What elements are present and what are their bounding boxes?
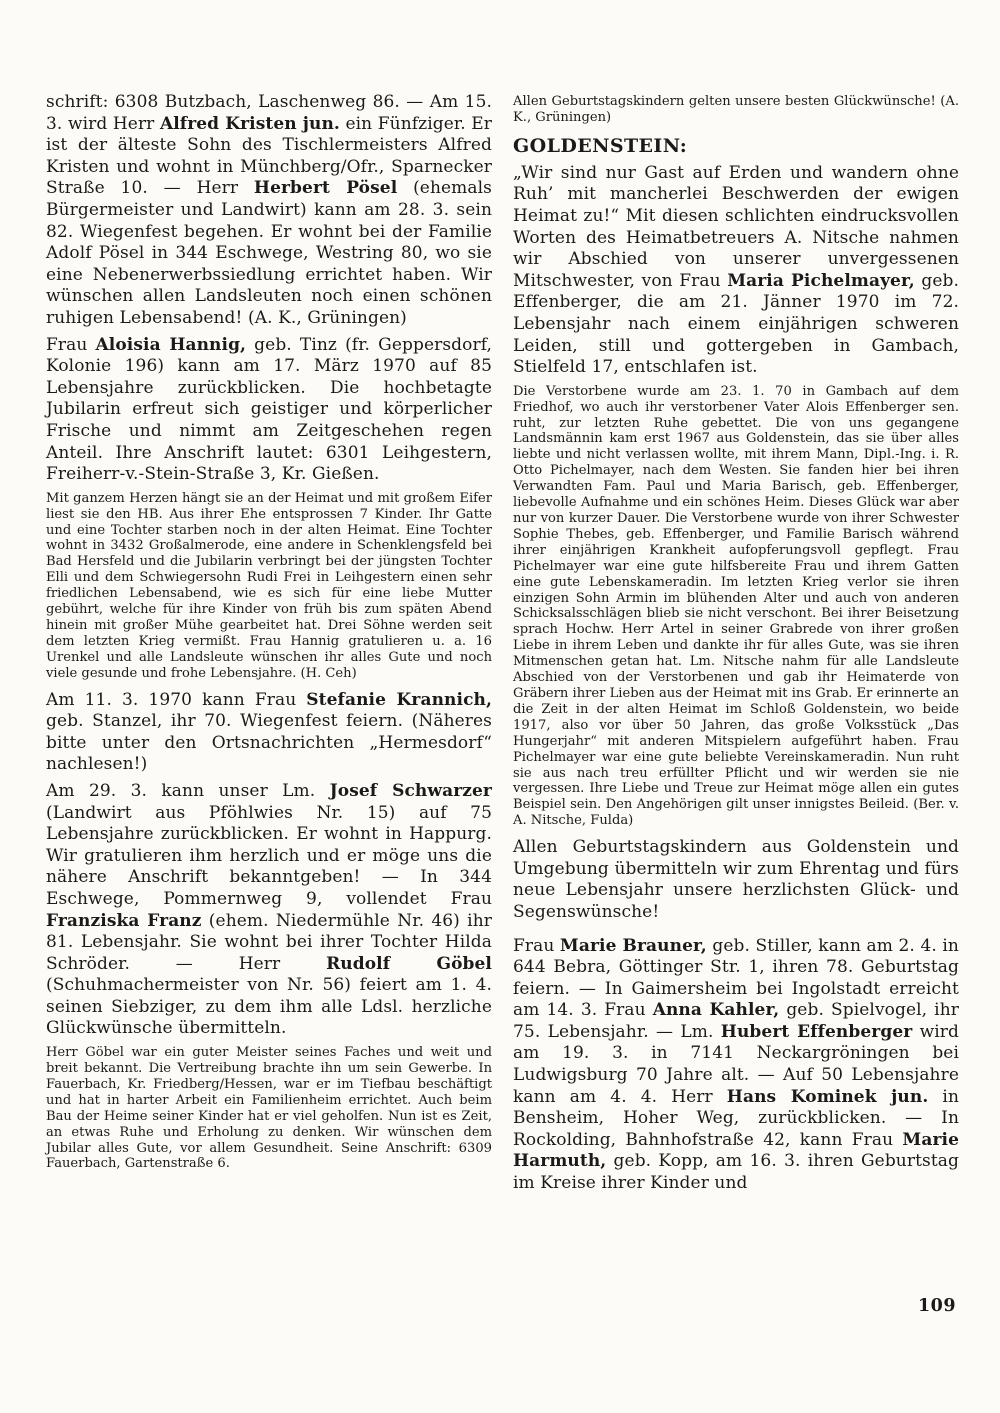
person-name: Franziska Franz: [46, 910, 202, 931]
text-run: geb. Stiller, kann am 2. 4. in 644 Bebra, Göttinger Str. 1, ihren 78. Geburtstag feiern. — In Gaimersheim bei Ingolstadt erreicht am 14. 3. Frau: [513, 935, 959, 1021]
text-run: geb. Effenberger, die am 21. Jänner 1970 im 72. Lebensjahr nach einem einjährigen schweren Leiden, still und gottergeben in Gambach, Stielfeld 17, entschlafen ist.: [513, 270, 959, 378]
text-run: schrift: 6308 Butzbach, Laschenweg 86. — Am 15. 3. wird Herr: [46, 92, 492, 134]
paragraph-pichelmayer-obituary: [513, 163, 959, 379]
person-name: Marie Brauner,: [559, 935, 707, 956]
right-column: [513, 92, 959, 1200]
text-run: Frau: [46, 334, 96, 355]
text-run: wird am 19. 3. in 7141 Neckargröningen bei Ludwigsburg 70 Jahre alt. — Auf 50 Lebensjahre kann am 4. 4. Herr: [513, 1021, 959, 1107]
paragraph-brauner-kahler-effenberger-kominek-harmuth: [513, 936, 959, 1195]
text-run: geb. Tinz (fr. Geppersdorf, Kolonie 196) kann am 17. März 1970 auf 85 Lebensjahre zurückblicken. Die hochbetagte Jubilarin erfreut sich geistiger und körperlicher Frische und nimmt am Zeitgeschehen regen Anteil. Ihre Anschrift lautet: 6301 Leihgestern, Freiherr-v.-Stein-Straße 3, Kr. Gießen.: [46, 334, 493, 485]
person-name: Hubert Effenberger: [720, 1021, 913, 1042]
page-number: 109: [917, 1296, 956, 1316]
person-name: Maria Pichelmayer,: [727, 270, 915, 291]
fineprint-goebel-details: [46, 1045, 492, 1172]
paragraph-schwarzer-franz-goebel: [46, 781, 492, 1040]
fineprint-pichelmayer-details: [513, 384, 959, 829]
left-column: [46, 92, 492, 1200]
fineprint-hannig-details: [46, 491, 492, 682]
fineprint-birthday-greeting-grueningen: [513, 94, 959, 126]
person-name: Alfred Kristen jun.: [159, 113, 340, 134]
text-run: ein Fünfziger. Er ist der älteste Sohn des Tischlermeisters Alfred Kristen und wohnt in Münchberg/Ofr., Sparnecker Straße 10. — Herr: [46, 113, 493, 199]
person-name: Josef Schwarzer: [329, 780, 492, 801]
person-name: Herbert Pösel: [253, 178, 398, 199]
paragraph-goldenstein-greeting: [513, 837, 959, 923]
person-name: Hans Kominek jun.: [726, 1086, 929, 1107]
person-name: Anna Kahler,: [652, 1000, 780, 1021]
text-run: Herr Göbel war ein guter Meister seines Faches und weit und breit bekannt. Die Vertreibung brachte ihn um sein Gewerbe. In Fauerbach, Kr. Friedberg/Hessen, war er im Tiefbau beschäftigt und hat in harter Arbeit ein Familienheim errichtet. Auch beim Bau der Heime seiner Kinder hat er viel geholfen. Nun ist es Zeit, an etwas Ruhe und Erholung zu denken. Wir wünschen dem Jubilar alles Gute, vor allem Gesundheit. Seine Anschrift: 6309 Fauerbach, Gartenstraße 6.: [46, 1045, 492, 1172]
text-run: Die Verstorbene wurde am 23. 1. 70 in Gambach auf dem Friedhof, wo auch ihr verstorbener Vater Alois Effenberger sen. ruht, zur letzten Ruhe gebettet. Die von uns gegangene Landsmännin kam erst 1967 aus Goldenstein, das sie über alles liebte und nicht verlassen wollte, mit ihrem Mann, Dipl.-Ing. i. R. Otto Pichelmayer, nach dem Westen. Sie fanden hier bei ihren Verwandten Fam. Paul und Maria Barisch, geb. Effenberger, liebevolle Aufnahme und ein schönes Heim. Dieses Glück war aber nur von kurzer Dauer. Die Verstorbene wurde von ihrer Schwester Sophie Thebes, geb. Effenberger, und Familie Barisch während ihrer einjährigen Krankheit aufopferungsvoll gepflegt. Frau Pichelmayer war eine gute hilfsbereite Frau und ihrem Gatten eine gute Lebenskameradin. Im letzten Krieg verlor sie ihren einzigen Sohn Armin im blühenden Alter und auch von anderen Schicksalsschlägen blieb sie nicht verschont. Bei ihrer Beisetzung sprach Hochw. Herr Artel in seiner Grabrede von ihrer großen Liebe in ihrem Leben und dankte ihr für alles Gute, was sie ihren Mitmenschen getan hat. Lm. Nitsche nahm für alle Landsleute Abschied von der Verstorbenen und gab ihr Heimaterde von Gräbern ihrer Lieben aus der Heimat mit ins Grab. Er erinnerte an die Zeit in der alten Heimat im Schloß Goldenstein, wo beide 1917, also vor über 50 Jahren, das große Volksstück „Das Hungerjahr“ mit anderen Mitspielern aufgeführt haben. Frau Pichelmayer war eine gute beliebte Vereinskameradin. Nun ruht sie aus nach treu erfüllter Pflicht und wir werden sie nie vergessen. Ihre Liebe und Treue zur Heimat möge allen ein gutes Beispiel sein. Den Angehörigen gilt unser innigstes Beileid. (Ber. v. A. Nitsche, Fulda): [513, 383, 959, 829]
text-run: Am 29. 3. kann unser Lm.: [46, 780, 330, 801]
text-run: (Landwirt aus Pföhlwies Nr. 15) auf 75 Lebensjahre zurückblicken. Er wohnt in Happurg. Wir gratulieren ihm herzlich und er möge uns die nähere Anschrift bekanntgeben! — In 344 Eschwege, Pommernweg 9, vollendet Frau: [46, 802, 492, 909]
heading-goldenstein: [513, 134, 959, 159]
text-run: in Bensheim, Hoher Weg, zurückblicken. — In Rockolding, Bahnhofstraße 42, kann Frau: [513, 1086, 959, 1150]
person-name: Stefanie Krannich,: [306, 689, 492, 710]
page-content: [46, 92, 958, 1200]
text-run: (ehem. Niedermühle Nr. 46) ihr 81. Lebensjahr. Sie wohnt bei ihrer Tochter Hilda Schröder. — Herr: [46, 910, 492, 974]
text-run: (ehemals Bürgermeister und Landwirt) kann am 28. 3. sein 82. Wiegenfest begehen. Er wohnt bei der Familie Adolf Pösel in 344 Eschwege, Westring 80, wo sie eine Nebenerwerbssiedlung errichtet haben. Wir wünschen allen Landsleuten noch einen schönen ruhigen Lebensabend! (A. K., Grüningen): [46, 178, 492, 328]
section-title: GOLDENSTEIN:: [513, 134, 688, 157]
text-run: „Wir sind nur Gast auf Erden und wandern ohne Ruh’ mit mancherlei Beschwerden der ewigen Heimat zu!“ Mit diesen schlichten eindrucksvollen Worten des Heimatbetreuers A. Nitsche nahmen wir Abschied von unserer unvergessenen Mitschwester, von Frau: [513, 162, 959, 291]
text-run: Am 11. 3. 1970 kann Frau: [46, 689, 307, 710]
text-run: (Schuhmachermeister von Nr. 56) feiert am 1. 4. seinen Siebziger, zu dem ihm alle Ldsl. herzliche Glückwünsche übermitteln.: [46, 975, 492, 1039]
text-run: geb. Kopp, am 16. 3. ihren Geburtstag im Kreise ihrer Kinder und: [513, 1151, 959, 1194]
person-name: Marie Harmuth,: [513, 1129, 959, 1172]
paragraph-hannig: [46, 335, 492, 486]
text-run: Frau: [513, 935, 560, 956]
text-run: Allen Geburtstagskindern gelten unsere besten Glückwünsche! (A. K., Grüningen): [513, 94, 959, 125]
text-run: Mit ganzem Herzen hängt sie an der Heimat und mit großem Eifer liest sie den HB. Aus ihrer Ehe entsprossen 7 Kinder. Ihr Gatte und eine Tochter starben noch in der alten Heimat. Eine Tochter wohnt in 3432 Großalmerode, eine andere in Schenklengsfeld bei Bad Hersfeld und die Jubilarin verbringt bei der jüngsten Tochter Elli und dem Schwiegersohn Rudi Frei in Leihgestern einen sehr friedlichen Lebensabend, wie es sich für eine liebe Mutter gebührt, welche für ihre Kinder von früh bis zum späten Abend hinein mit großer Mühe gearbeitet hat. Drei Söhne werden seit dem letzten Krieg vermißt. Frau Hannig gratulieren u. a. 16 Urenkel und alle Landsleute wünschen ihr alles Gute und noch viele gesunde und frohe Lebensjahre. (H. Ceh): [46, 490, 492, 681]
paragraph-krannich: [46, 690, 492, 776]
text-run: geb. Stanzel, ihr 70. Wiegenfest feiern. (Näheres bitte unter den Ortsnachrichten „Hermesdorf“ nachlesen!): [46, 711, 492, 775]
person-name: Aloisia Hannig,: [95, 334, 247, 355]
text-run: geb. Spielvogel, ihr 75. Lebensjahr. — Lm.: [513, 1000, 959, 1042]
paragraph-kristen-poesel: [46, 92, 492, 330]
text-run: Allen Geburtstagskindern aus Goldenstein und Umgebung übermitteln wir zum Ehrentag und fürs neue Lebensjahr unsere herzlichsten Glück- und Segenswünsche!: [513, 837, 959, 922]
person-name: Rudolf Göbel: [326, 953, 492, 974]
